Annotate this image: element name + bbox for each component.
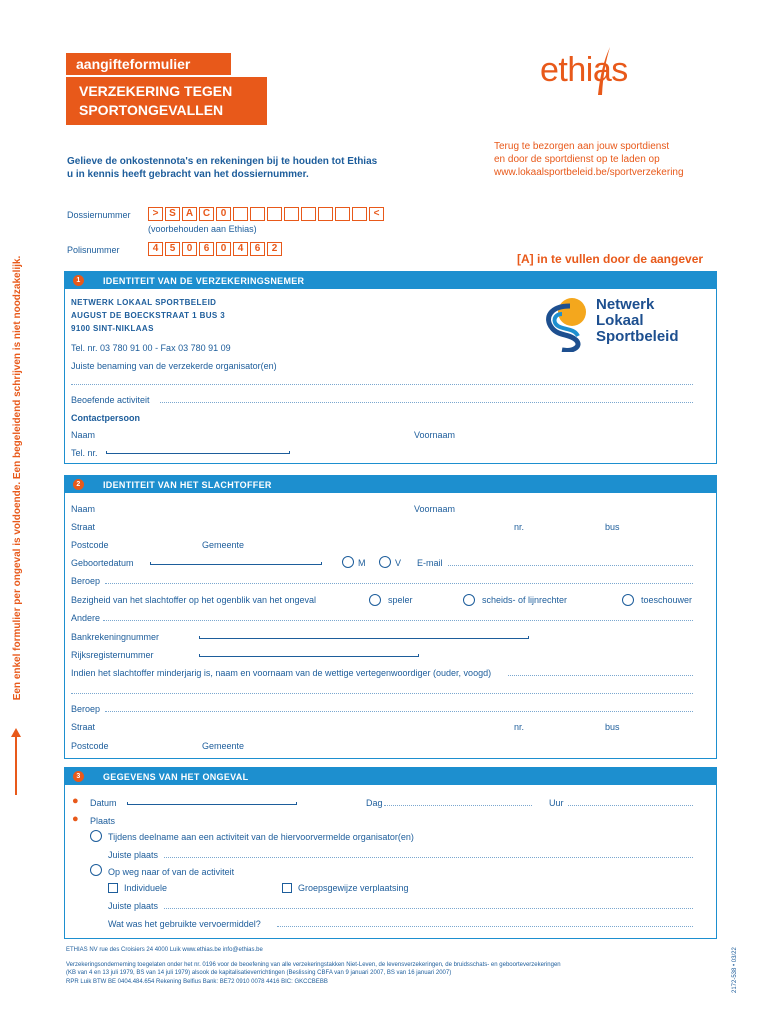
exact-place-1-field[interactable] bbox=[164, 857, 693, 858]
dossier-label: Dossiernummer bbox=[67, 210, 131, 220]
group-checkbox[interactable] bbox=[282, 883, 292, 893]
victim-profession-label: Beroep bbox=[71, 576, 101, 586]
rep-street-label: Straat bbox=[71, 722, 96, 732]
occupation-player-radio[interactable] bbox=[369, 594, 381, 606]
dossier-digit-box[interactable]: 0 bbox=[216, 207, 231, 221]
victim-postcode-label: Postcode bbox=[71, 540, 109, 550]
section-1-number: 1 bbox=[73, 275, 84, 286]
contact-firstname-label: Voornaam bbox=[414, 430, 456, 440]
section-victim bbox=[64, 475, 717, 759]
rrn-label: Rijksregisternummer bbox=[71, 650, 154, 660]
section-3-number: 3 bbox=[73, 771, 84, 782]
return-note-line2: en door de sportdienst op te laden op bbox=[494, 154, 660, 165]
minor-field-1[interactable] bbox=[508, 675, 693, 676]
activity-label: Beoefende activiteit bbox=[71, 395, 150, 405]
on-the-way-label: Op weg naar of van de activiteit bbox=[108, 867, 235, 877]
gender-v-radio[interactable] bbox=[379, 556, 391, 568]
footer-legal-2: (KB van 4 en 13 juli 1979, BS van 14 juli 1979) alsook de kapitalisatieverrichtingen (Beslissing CBFA van 9 januari 2007, BS van 16 januari 2007) bbox=[66, 970, 452, 976]
section-1-title: IDENTITEIT VAN DE VERZEKERINGSNEMER bbox=[103, 276, 305, 286]
footer-legal-1: Verzekeringsonderneming toegelaten onder het nr. 0196 voor de beoefening van alle verzekeringstakken Niet-Leven, de levensverzekeringen, de bruidsschats- en geboorteverzekeringen bbox=[66, 962, 561, 968]
during-activity-label: Tijdens deelname aan een activiteit van de hiervoorvermelde organisator(en) bbox=[108, 832, 414, 842]
occupation-player-label: speler bbox=[388, 595, 413, 605]
victim-birth-label: Geboortedatum bbox=[71, 558, 134, 568]
accident-hour-field[interactable] bbox=[568, 805, 693, 806]
form-title-line1: VERZEKERING TEGEN bbox=[79, 83, 233, 99]
polis-digit-box[interactable]: 6 bbox=[250, 242, 265, 256]
exact-place-1-label: Juiste plaats bbox=[108, 850, 159, 860]
side-arrow-icon bbox=[15, 735, 17, 795]
during-activity-radio[interactable] bbox=[90, 830, 102, 842]
polis-digit-box[interactable]: 0 bbox=[216, 242, 231, 256]
exact-place-2-field[interactable] bbox=[164, 908, 693, 909]
contact-label: Contactpersoon bbox=[71, 413, 141, 423]
dossier-digit-box[interactable]: > bbox=[148, 207, 163, 221]
dossier-digit-box[interactable] bbox=[233, 207, 248, 221]
section-accident bbox=[64, 767, 717, 939]
victim-street-label: Straat bbox=[71, 522, 96, 532]
rrn-field[interactable] bbox=[199, 654, 419, 657]
org-name: NETWERK LOKAAL SPORTBELEID bbox=[71, 298, 217, 307]
fill-instruction: [A] in te vullen door de aangever bbox=[517, 252, 704, 266]
side-instruction: Een enkel formulier per ongeval is voldoende. Een begeleidend schrijven is niet noodzakelijk. bbox=[12, 255, 23, 701]
rep-postcode-label: Postcode bbox=[71, 741, 109, 751]
accident-place-label: Plaats bbox=[90, 816, 116, 826]
section-3-header bbox=[65, 768, 716, 785]
transport-field[interactable] bbox=[277, 926, 693, 927]
footer-registration: RPR Luik BTW BE 0404.484.654 Rekening Belfius Bank: BE72 0910 0078 4416 BIC: GKCCBEBB bbox=[66, 979, 328, 985]
receipts-note-line1: Gelieve de onkostennota's en rekeningen bij te houden tot Ethias bbox=[67, 156, 378, 167]
bank-label: Bankrekeningnummer bbox=[71, 632, 160, 642]
dossier-digit-box[interactable] bbox=[301, 207, 316, 221]
polis-digit-box[interactable]: 0 bbox=[182, 242, 197, 256]
dossier-digit-box[interactable] bbox=[250, 207, 265, 221]
section-3-title: GEGEVENS VAN HET ONGEVAL bbox=[103, 772, 249, 782]
victim-firstname-label: Voornaam bbox=[414, 504, 456, 514]
victim-email-field[interactable] bbox=[448, 565, 693, 566]
receipts-note bbox=[67, 155, 427, 181]
gender-m-label: M bbox=[358, 558, 366, 568]
ethias-logo-text: ethias bbox=[540, 51, 628, 89]
dossier-digit-box[interactable] bbox=[335, 207, 350, 221]
polis-digit-box[interactable]: 4 bbox=[233, 242, 248, 256]
polis-digit-box[interactable]: 5 bbox=[165, 242, 180, 256]
section-2-number: 2 bbox=[73, 479, 84, 490]
org-city: 9100 SINT-NIKLAAS bbox=[71, 324, 154, 333]
rep-bus-label: bus bbox=[605, 722, 620, 732]
occupation-label: Bezigheid van het slachtoffer op het ogenblik van het ongeval bbox=[71, 595, 317, 605]
dossier-digit-box[interactable]: < bbox=[369, 207, 384, 221]
nls-logo-text bbox=[596, 297, 679, 345]
on-the-way-radio[interactable] bbox=[90, 864, 102, 876]
rep-gemeente-label: Gemeente bbox=[202, 741, 245, 751]
dossier-digit-box[interactable]: A bbox=[182, 207, 197, 221]
dossier-number-boxes[interactable] bbox=[148, 207, 384, 221]
bank-field[interactable] bbox=[199, 636, 529, 639]
accident-day-field[interactable] bbox=[384, 805, 532, 806]
minor-field-2[interactable] bbox=[71, 693, 693, 694]
victim-gemeente-label: Gemeente bbox=[202, 540, 245, 550]
naming-label: Juiste benaming van de verzekerde organisator(en) bbox=[71, 361, 277, 371]
polis-digit-box[interactable]: 2 bbox=[267, 242, 282, 256]
return-note bbox=[494, 140, 724, 179]
rep-profession-field[interactable] bbox=[105, 711, 693, 712]
return-note-url[interactable]: www.lokaalsportbeleid.be/sportverzekering bbox=[494, 167, 684, 178]
other-label: Andere bbox=[71, 613, 101, 623]
bullet-place-icon: ● bbox=[72, 813, 79, 825]
nls-logo-line1: Netwerk bbox=[596, 296, 655, 313]
section-2-title: IDENTITEIT VAN HET SLACHTOFFER bbox=[103, 480, 272, 490]
group-label: Groepsgewijze verplaatsing bbox=[298, 883, 409, 893]
individual-checkbox[interactable] bbox=[108, 883, 118, 893]
dossier-digit-box[interactable]: C bbox=[199, 207, 214, 221]
form-code: 2172-538 • 03/22 bbox=[732, 947, 738, 993]
polis-digit-box[interactable]: 4 bbox=[148, 242, 163, 256]
accident-day-label: Dag bbox=[366, 798, 383, 808]
minor-label: Indien het slachtoffer minderjarig is, naam en voornaam van de wettige vertegenwoordiger (ouder, voogd) bbox=[71, 668, 492, 678]
footer-address: ETHIAS NV rue des Croisiers 24 4000 Luik www.ethias.be info@ethias.be bbox=[66, 947, 263, 953]
dossier-digit-box[interactable] bbox=[318, 207, 333, 221]
dossier-digit-box[interactable] bbox=[284, 207, 299, 221]
rep-profession-label: Beroep bbox=[71, 704, 101, 714]
side-arrow-head-icon bbox=[11, 728, 21, 737]
accident-hour-label: Uur bbox=[549, 798, 564, 808]
section-1-header bbox=[65, 272, 716, 289]
polis-digit-box[interactable]: 6 bbox=[199, 242, 214, 256]
org-phone: Tel. nr. 03 780 91 00 - Fax 03 780 91 09 bbox=[71, 343, 231, 353]
section-2-header bbox=[65, 476, 716, 493]
form-title-line2: SPORTONGEVALLEN bbox=[79, 102, 224, 118]
individual-label: Individuele bbox=[124, 883, 168, 893]
contact-tel-field[interactable] bbox=[106, 451, 290, 454]
victim-email-label: E-mail bbox=[417, 558, 443, 568]
gender-v-label: V bbox=[395, 558, 402, 568]
other-field[interactable] bbox=[103, 620, 693, 621]
rep-nr-label: nr. bbox=[514, 722, 525, 732]
form-type-tag: aangifteformulier bbox=[66, 53, 231, 75]
naming-field[interactable] bbox=[71, 384, 693, 385]
nls-logo-line2: Lokaal bbox=[596, 312, 644, 329]
accident-date-field[interactable] bbox=[127, 802, 297, 805]
occupation-spectator-label: toeschouwer bbox=[641, 595, 693, 605]
exact-place-2-label: Juiste plaats bbox=[108, 901, 159, 911]
bullet-date-icon: ● bbox=[72, 795, 79, 807]
form-title bbox=[66, 77, 267, 125]
transport-label: Wat was het gebruikte vervoermiddel? bbox=[108, 919, 261, 929]
activity-field[interactable] bbox=[160, 402, 693, 403]
victim-profession-field[interactable] bbox=[105, 583, 693, 584]
occupation-spectator-radio[interactable] bbox=[622, 594, 634, 606]
org-street: AUGUST DE BOECKSTRAAT 1 BUS 3 bbox=[71, 311, 226, 320]
occupation-referee-radio[interactable] bbox=[463, 594, 475, 606]
accident-date-label: Datum bbox=[90, 798, 117, 808]
polis-label: Polisnummer bbox=[67, 245, 120, 255]
gender-m-radio[interactable] bbox=[342, 556, 354, 568]
occupation-referee-label: scheids- of lijnrechter bbox=[482, 595, 568, 605]
netwerk-lokaal-sportbeleid-logo bbox=[540, 294, 710, 354]
return-note-line1: Terug te bezorgen aan jouw sportdienst bbox=[494, 141, 670, 152]
victim-birth-field[interactable] bbox=[150, 562, 322, 565]
polis-number-boxes bbox=[148, 242, 282, 256]
dossier-digit-box[interactable] bbox=[352, 207, 367, 221]
victim-bus-label: bus bbox=[605, 522, 620, 532]
ethias-logo bbox=[540, 45, 662, 105]
dossier-digit-box[interactable]: S bbox=[165, 207, 180, 221]
dossier-digit-box[interactable] bbox=[267, 207, 282, 221]
contact-name-label: Naam bbox=[71, 430, 96, 440]
nls-logo-line3: Sportbeleid bbox=[596, 328, 679, 345]
victim-name-label: Naam bbox=[71, 504, 96, 514]
dossier-note: (voorbehouden aan Ethias) bbox=[148, 224, 257, 234]
receipts-note-line2: u in kennis heeft gebracht van het dossiernummer. bbox=[67, 169, 309, 180]
victim-nr-label: nr. bbox=[514, 522, 525, 532]
contact-tel-label: Tel. nr. bbox=[71, 448, 98, 458]
